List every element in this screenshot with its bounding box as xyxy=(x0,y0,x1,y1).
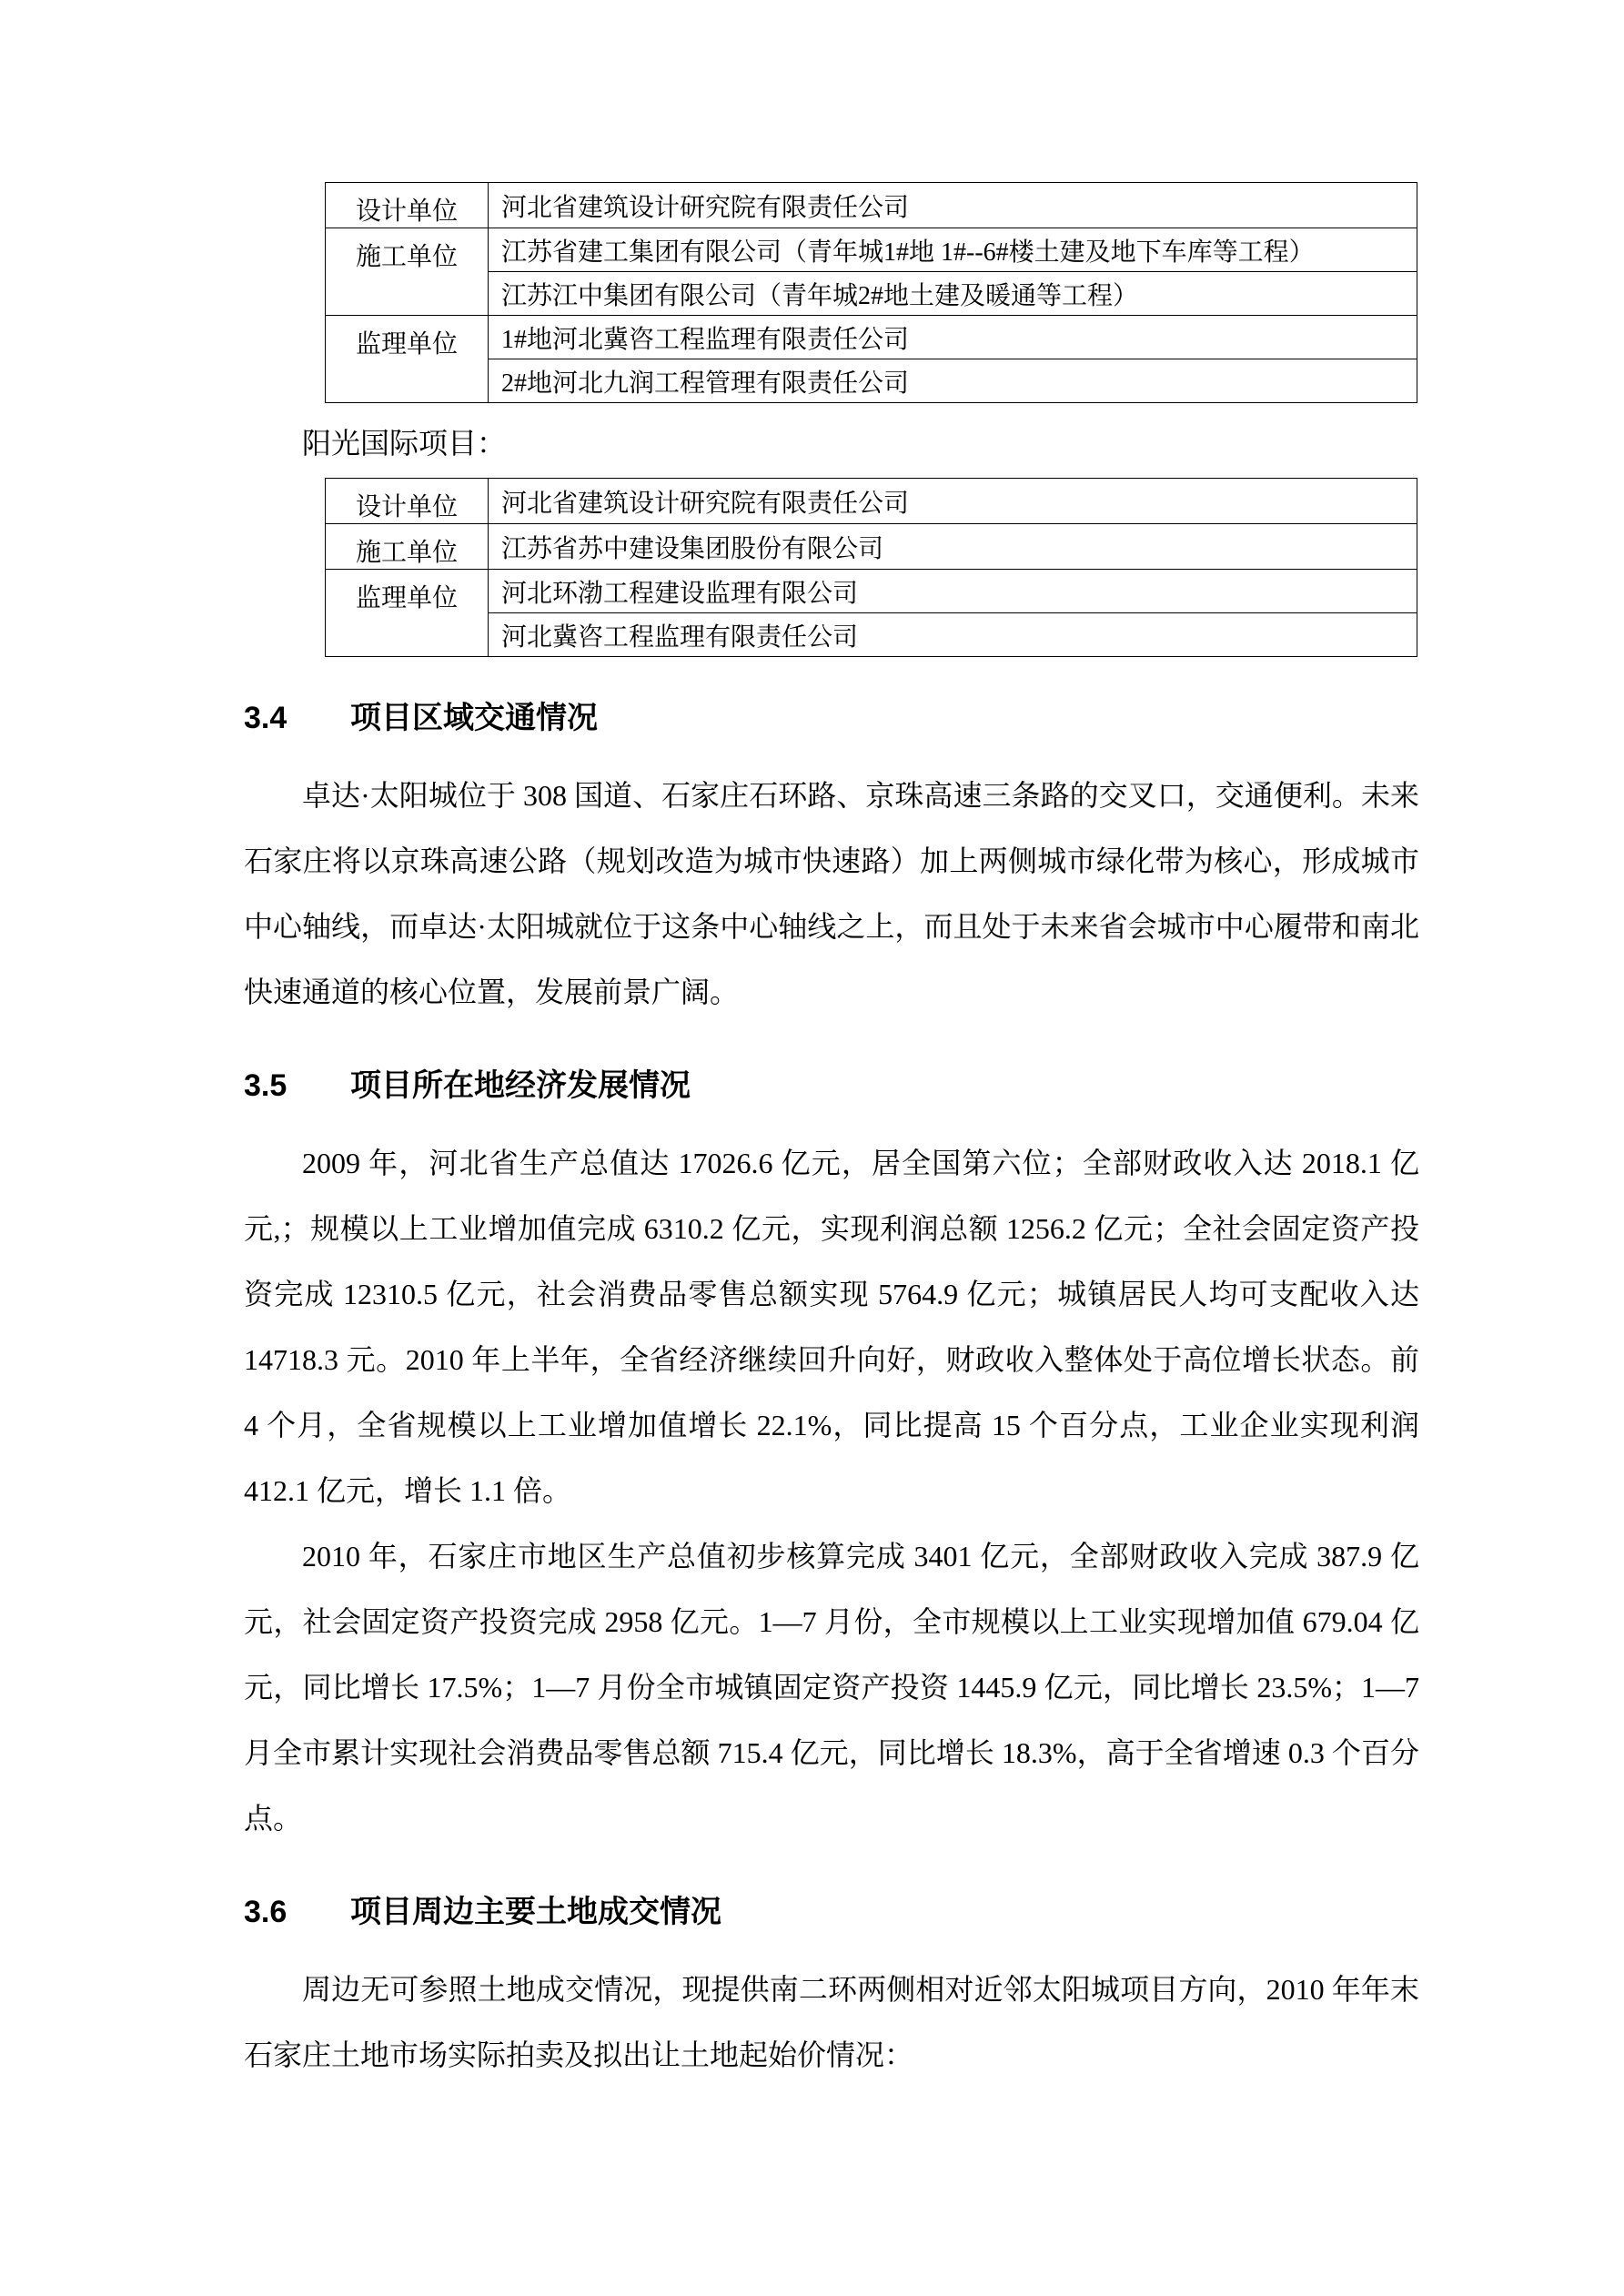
sunshine-international-units-table xyxy=(325,478,1417,657)
section-3-5-paragraph-1: 2009 年，河北省生产总值达 17026.6 亿元，居全国第六位；全部财政收入达 2018.1 亿元,；规模以上工业增加值完成 6310.2 亿元，实现利润总额 1256.2 亿元；全社会固定资产投资完成 12310.5 亿元，社会消费品零售总额实现 5764.9 亿元；城镇居民人均可支配收入达 14718.3 元。2010 年上半年，全省经济继续回升向好，财政收入整体处于高位增长状态。前 4 个月，全省规模以上工业增加值增长 22.1%，同比提高 15 个百分点，工业企业实现利润 412.1 亿元，增长 1.1 倍。 xyxy=(244,1147,1419,1507)
supervision-unit-value-2: 2#地河北九润工程管理有限责任公司 xyxy=(489,359,1417,403)
construction-unit-value: 江苏省苏中建设集团股份有限公司 xyxy=(489,524,1417,570)
table-row xyxy=(326,183,1417,228)
section-number: 3.6 xyxy=(244,1895,287,1929)
section-number: 3.4 xyxy=(244,701,287,735)
section-title: 项目周边主要土地成交情况 xyxy=(350,1895,721,1929)
construction-unit-value-1: 江苏省建工集团有限公司（青年城1#地 1#--6#楼土建及地下车库等工程） xyxy=(489,228,1417,272)
construction-unit-label: 施工单位 xyxy=(326,524,489,570)
section-title: 项目区域交通情况 xyxy=(350,701,598,735)
supervision-unit-value-1: 河北环渤工程建设监理有限公司 xyxy=(489,570,1417,613)
section-number: 3.5 xyxy=(244,1068,287,1103)
section-3-4-paragraph: 卓达·太阳城位于 308 国道、石家庄石环路、京珠高速三条路的交叉口，交通便利。未来石家庄将以京珠高速公路（规划改造为城市快速路）加上两侧城市绿化带为核心，形成城市中心轴线，而卓达·太阳城就位于这条中心轴线之上，而且处于未来省会城市中心履带和南北快速通道的核心位置，发展前景广阔。 xyxy=(244,779,1419,1008)
section-heading-3-6 xyxy=(244,1891,1419,1933)
supervision-unit-label: 监理单位 xyxy=(326,570,489,657)
table-row xyxy=(326,359,1417,403)
section-heading-3-5 xyxy=(244,1065,1419,1107)
table-row xyxy=(326,570,1417,613)
table-row xyxy=(326,613,1417,657)
supervision-unit-value-2: 河北冀咨工程监理有限责任公司 xyxy=(489,613,1417,657)
section-title: 项目所在地经济发展情况 xyxy=(350,1068,691,1103)
table-row xyxy=(326,272,1417,316)
section-heading-3-4 xyxy=(244,697,1419,739)
section-3-6-paragraph: 周边无可参照土地成交情况，现提供南二环两侧相对近邻太阳城项目方向，2010 年年末石家庄土地市场实际拍卖及拟出让土地起始价情况： xyxy=(244,1973,1419,2071)
table-row xyxy=(326,228,1417,272)
supervision-unit-value-1: 1#地河北冀咨工程监理有限责任公司 xyxy=(489,316,1417,359)
section-3-5-paragraph-2: 2010 年，石家庄市地区生产总值初步核算完成 3401 亿元，全部财政收入完成 387.9 亿元，社会固定资产投资完成 2958 亿元。1—7 月份，全市规模以上工业实现增加值 679.04 亿元，同比增长 17.5%；1—7 月份全市城镇固定资产投资 1445.9 亿元，同比增长 23.5%；1—7 月全市累计实现社会消费品零售总额 715.4 亿元，同比增长 18.3%，高于全省增速 0.3 个百分点。 xyxy=(244,1540,1419,1835)
design-unit-value: 河北省建筑设计研究院有限责任公司 xyxy=(489,479,1417,524)
supervision-unit-label: 监理单位 xyxy=(326,316,489,403)
table-row xyxy=(326,479,1417,524)
construction-unit-label: 施工单位 xyxy=(326,228,489,316)
table-row xyxy=(326,316,1417,359)
design-unit-value: 河北省建筑设计研究院有限责任公司 xyxy=(489,183,1417,228)
qingnian-city-units-table xyxy=(325,182,1417,403)
sunshine-international-caption: 阳光国际项目： xyxy=(302,427,507,460)
design-unit-label: 设计单位 xyxy=(326,479,489,524)
construction-unit-value-2: 江苏江中集团有限公司（青年城2#地土建及暖通等工程） xyxy=(489,272,1417,316)
table-row xyxy=(326,524,1417,570)
design-unit-label: 设计单位 xyxy=(326,183,489,228)
